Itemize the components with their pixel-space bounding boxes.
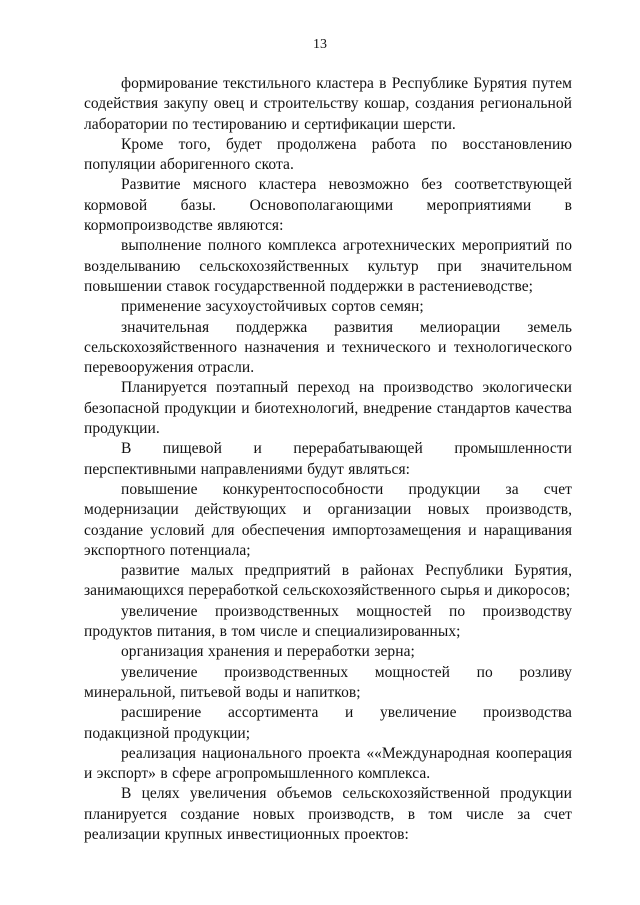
list-item-excise-products: расширение ассортимента и увеличение производства подакцизной продукции; [84, 704, 572, 742]
list-item-small-enterprises: развитие малых предприятий в районах Республики Бурятия, занимающихся переработкой сельскохозяйственного сырья и дикоросов; [84, 562, 572, 600]
list-item-drought-resistant-seeds: применение засухоустойчивых сортов семян; [121, 298, 424, 316]
list-item-competitiveness: повышение конкурентоспособности продукции за счет модернизации действующих и организации новых производств, создание условий для обеспечения импортозамещения и наращивания экспортного потенциала; [84, 480, 572, 559]
paragraph-food-industry-directions: В пищевой и перерабатывающей промышленности перспективными направлениями будут являться: [84, 440, 572, 478]
paragraph-ecological-production: Планируется поэтапный переход на производство экологически безопасной продукции и биотехнологий, внедрение стандартов качества продукции. [84, 379, 572, 438]
list-item-grain-storage: организация хранения и переработки зерна; [121, 643, 415, 661]
list-item-agrotechnical-measures: выполнение полного комплекса агротехнических мероприятий по возделыванию сельскохозяйственных культур при значительном повышении ставок государственной поддержки в растениеводстве; [84, 237, 572, 295]
paragraph-textile-cluster: формирование текстильного кластера в Республике Бурятия путем содействия закупу овец и строительству кошар, создания региональной лаборатории по тестированию и сертификации шерсти. [84, 75, 572, 133]
list-item-water-bottling: увеличение производственных мощностей по розливу минеральной, питьевой воды и напитков; [84, 663, 572, 701]
list-item-food-production-capacity: увеличение производственных мощностей по производству продуктов питания, в том числе и специализированных; [84, 602, 572, 641]
paragraph-investment-projects: В целях увеличения объемов сельскохозяйственной продукции планируется создание новых производств, в том числе за счет реализации крупных инвестиционных проектов: [84, 785, 572, 843]
document-body [84, 74, 572, 845]
list-item-national-project: реализация национального проекта ««Международная кооперация и экспорт» в сфере агропромышленного комплекса. [84, 744, 572, 783]
list-item-land-reclamation: значительная поддержка развития мелиорации земель сельскохозяйственного назначения и технического и технологического перевооружения отрасли. [84, 318, 572, 377]
paragraph-aboriginal-livestock: Кроме того, будет продолжена работа по восстановлению популяции аборигенного скота. [84, 135, 572, 174]
paragraph-meat-cluster: Развитие мясного кластера невозможно без соответствующей кормовой базы. Основополагающими мероприятиями в кормопроизводстве являются: [84, 176, 572, 235]
page-number: 13 [313, 37, 327, 52]
